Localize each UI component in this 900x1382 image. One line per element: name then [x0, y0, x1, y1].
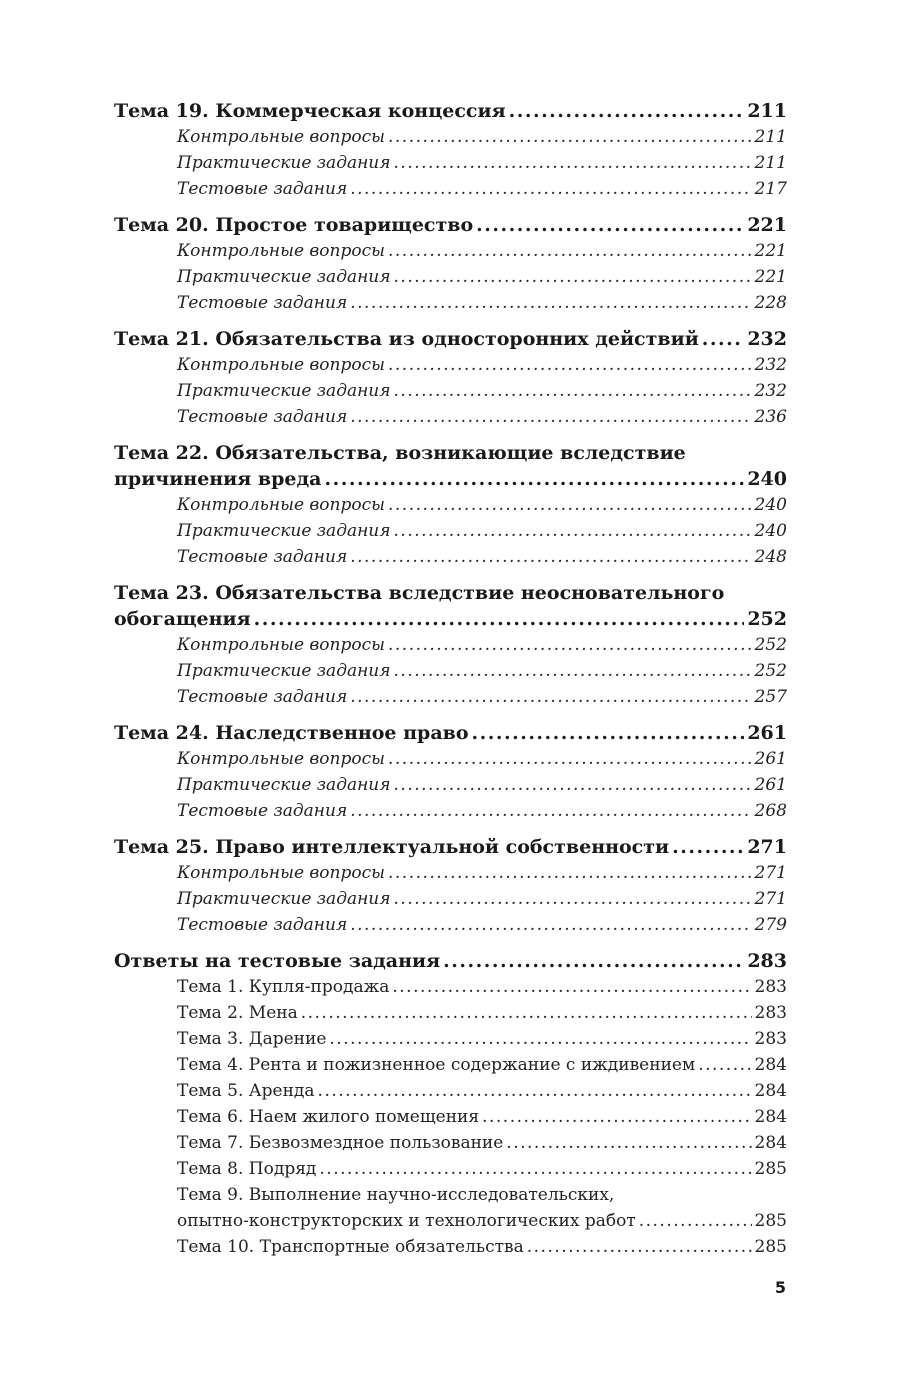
toc-entry-answer[interactable]	[114, 1052, 787, 1078]
entry-title: Тема 1. Купля-продажа	[177, 977, 390, 997]
entry-title: Тестовые задания	[177, 915, 348, 935]
entry-title: Тема 24. Наследственное право	[114, 722, 469, 744]
toc-entry-answer[interactable]	[114, 1130, 787, 1156]
entry-title: Тестовые задания	[177, 179, 348, 199]
entry-page: 240	[754, 521, 787, 541]
entry-page: 283	[754, 977, 787, 997]
toc-entry-subsection[interactable]	[114, 684, 787, 710]
entry-page: 248	[754, 547, 787, 567]
entry-title: Тема 3. Дарение	[177, 1029, 327, 1049]
toc-entry-subsection[interactable]	[114, 150, 787, 176]
leader-dots	[388, 632, 752, 658]
toc-entry-subsection[interactable]	[114, 746, 787, 772]
toc-entry-subsection[interactable]	[114, 632, 787, 658]
entry-page: 221	[747, 214, 787, 236]
leader-dots	[324, 466, 744, 492]
toc-topic	[114, 326, 787, 430]
leader-dots	[392, 974, 751, 1000]
toc-entry-answer[interactable]	[114, 1156, 787, 1182]
entry-title: Контрольные вопросы	[177, 241, 385, 261]
toc-entry-subsection[interactable]	[114, 378, 787, 404]
answers-list	[114, 974, 787, 1260]
leader-dots	[319, 1156, 751, 1182]
toc-entry-topic[interactable]	[114, 606, 787, 632]
toc-entry-answer[interactable]	[114, 974, 787, 1000]
toc-entry-topic[interactable]	[114, 326, 787, 352]
entry-page: 252	[747, 608, 787, 630]
entry-title: опытно-конструкторских и технологических работ	[177, 1211, 636, 1231]
toc-entry-topic[interactable]	[114, 834, 787, 860]
leader-dots	[698, 1052, 751, 1078]
entry-title: Тема 20. Простое товарищество	[114, 214, 474, 236]
entry-page: 257	[754, 687, 787, 707]
leader-dots	[350, 684, 751, 710]
entry-page: 261	[754, 775, 787, 795]
leader-dots	[394, 518, 752, 544]
leader-dots	[394, 264, 752, 290]
leader-dots	[350, 544, 751, 570]
entry-title: Практические задания	[177, 775, 391, 795]
entry-page: 283	[754, 1003, 787, 1023]
entry-title: Тема 10. Транспортные обязательства	[177, 1237, 524, 1257]
toc-entry-subsection[interactable]	[114, 492, 787, 518]
entry-page: 271	[754, 889, 787, 909]
entry-title: Тема 6. Наем жилого помещения	[177, 1107, 480, 1127]
leader-dots	[443, 948, 744, 974]
toc-entry-subsection[interactable]	[114, 290, 787, 316]
leader-dots	[350, 290, 751, 316]
toc-entry-answers[interactable]	[114, 948, 787, 974]
leader-dots	[301, 1000, 752, 1026]
leader-dots	[509, 98, 745, 124]
entry-title-line: Тема 22. Обязательства, возникающие вследствие	[114, 442, 686, 464]
entry-title: Тема 7. Безвозмездное пользование	[177, 1133, 504, 1153]
entry-title: Тема 4. Рента и пожизненное содержание с иждивением	[177, 1055, 696, 1075]
entry-page: 283	[747, 950, 787, 972]
leader-dots	[388, 492, 752, 518]
toc-entry-subsection[interactable]	[114, 352, 787, 378]
toc-entry-answer[interactable]	[114, 1078, 787, 1104]
entry-page: 285	[754, 1237, 787, 1257]
topics-list	[114, 98, 787, 938]
leader-dots	[472, 720, 745, 746]
page-number: 5	[774, 1278, 786, 1297]
entry-title: Контрольные вопросы	[177, 127, 385, 147]
leader-dots	[527, 1234, 752, 1260]
entry-page: 240	[747, 468, 787, 490]
toc-topic	[114, 580, 787, 710]
entry-title: Контрольные вопросы	[177, 495, 385, 515]
toc-entry-subsection[interactable]	[114, 912, 787, 938]
toc-topic	[114, 720, 787, 824]
toc-entry-topic[interactable]	[114, 98, 787, 124]
entry-title: Тестовые задания	[177, 687, 348, 707]
leader-dots	[394, 886, 752, 912]
entry-page: 283	[754, 1029, 787, 1049]
entry-page: 228	[754, 293, 787, 313]
entry-page: 271	[754, 863, 787, 883]
leader-dots	[482, 1104, 751, 1130]
entry-title: Контрольные вопросы	[177, 749, 385, 769]
entry-page: 284	[754, 1055, 787, 1075]
entry-page: 252	[754, 635, 787, 655]
entry-title: Тестовые задания	[177, 547, 348, 567]
leader-dots	[672, 834, 744, 860]
entry-page: 268	[754, 801, 787, 821]
leader-dots	[388, 124, 752, 150]
entry-page: 285	[754, 1211, 787, 1231]
entry-title: Тема 8. Подряд	[177, 1159, 317, 1179]
leader-dots	[350, 176, 751, 202]
table-of-contents	[114, 98, 787, 1270]
leader-dots	[506, 1130, 751, 1156]
toc-entry-answer[interactable]	[114, 1208, 787, 1234]
leader-dots	[388, 746, 752, 772]
entry-title: Тестовые задания	[177, 293, 348, 313]
entry-page: 252	[754, 661, 787, 681]
entry-title: Контрольные вопросы	[177, 355, 385, 375]
entry-page: 279	[754, 915, 787, 935]
entry-title: Практические задания	[177, 889, 391, 909]
entry-title-line: Тема 9. Выполнение научно-исследовательских,	[177, 1185, 615, 1205]
leader-dots	[350, 404, 751, 430]
entry-title: Практические задания	[177, 153, 391, 173]
entry-page: 211	[754, 153, 787, 173]
entry-title: Практические задания	[177, 381, 391, 401]
entry-page: 285	[754, 1159, 787, 1179]
leader-dots	[318, 1078, 752, 1104]
toc-entry-answer[interactable]	[114, 1026, 787, 1052]
toc-entry-answer[interactable]	[114, 1234, 787, 1260]
entry-title: Тема 21. Обязательства из односторонних действий	[114, 328, 699, 350]
entry-title: Контрольные вопросы	[177, 863, 385, 883]
entry-page: 221	[754, 241, 787, 261]
leader-dots	[350, 798, 751, 824]
entry-page: 221	[754, 267, 787, 287]
entry-page: 261	[747, 722, 787, 744]
toc-entry-subsection[interactable]	[114, 264, 787, 290]
entry-page: 211	[747, 100, 787, 122]
leader-dots	[388, 860, 752, 886]
entry-page: 240	[754, 495, 787, 515]
leader-dots	[388, 238, 752, 264]
entry-title-line: Тема 23. Обязательства вследствие неосновательного	[114, 582, 725, 604]
leader-dots	[639, 1208, 752, 1234]
leader-dots	[329, 1026, 751, 1052]
leader-dots	[394, 772, 752, 798]
toc-topic	[114, 212, 787, 316]
toc-entry-subsection[interactable]	[114, 544, 787, 570]
entry-title: Контрольные вопросы	[177, 635, 385, 655]
toc-entry-topic[interactable]	[114, 720, 787, 746]
toc-entry-subsection[interactable]	[114, 238, 787, 264]
toc-entry-subsection[interactable]	[114, 772, 787, 798]
entry-title: Тема 2. Мена	[177, 1003, 298, 1023]
entry-title: Ответы на тестовые задания	[114, 950, 441, 972]
toc-entry-subsection[interactable]	[114, 860, 787, 886]
entry-page: 261	[754, 749, 787, 769]
toc-entry-subsection[interactable]	[114, 176, 787, 202]
leader-dots	[350, 912, 751, 938]
toc-entry-topic[interactable]	[114, 212, 787, 238]
entry-page: 284	[754, 1081, 787, 1101]
entry-title: Тестовые задания	[177, 801, 348, 821]
entry-title: Практические задания	[177, 267, 391, 287]
toc-entry-subsection[interactable]	[114, 404, 787, 430]
entry-title: причинения вреда	[114, 468, 322, 490]
entry-page: 232	[754, 355, 787, 375]
entry-page: 236	[754, 407, 787, 427]
entry-page: 211	[754, 127, 787, 147]
leader-dots	[254, 606, 745, 632]
entry-page: 284	[754, 1107, 787, 1127]
entry-title: Тестовые задания	[177, 407, 348, 427]
entry-title: Тема 19. Коммерческая концессия	[114, 100, 506, 122]
leader-dots	[394, 378, 752, 404]
toc-entry-subsection[interactable]	[114, 124, 787, 150]
toc-entry-subsection[interactable]	[114, 798, 787, 824]
toc-entry-subsection[interactable]	[114, 658, 787, 684]
toc-topic	[114, 98, 787, 202]
answers-section	[114, 948, 787, 1260]
entry-title: Тема 5. Аренда	[177, 1081, 315, 1101]
toc-entry-topic[interactable]	[114, 466, 787, 492]
entry-page: 284	[754, 1133, 787, 1153]
entry-title: Практические задания	[177, 521, 391, 541]
leader-dots	[394, 658, 752, 684]
leader-dots	[394, 150, 752, 176]
leader-dots	[388, 352, 752, 378]
toc-entry-answer[interactable]	[114, 1000, 787, 1026]
leader-dots	[702, 326, 745, 352]
toc-entry-subsection[interactable]	[114, 518, 787, 544]
toc-topic	[114, 834, 787, 938]
entry-title: Практические задания	[177, 661, 391, 681]
toc-entry-answer[interactable]	[114, 1104, 787, 1130]
toc-entry-subsection[interactable]	[114, 886, 787, 912]
entry-page: 271	[747, 836, 787, 858]
entry-page: 217	[754, 179, 787, 199]
entry-title: обогащения	[114, 608, 251, 630]
entry-page: 232	[754, 381, 787, 401]
leader-dots	[476, 212, 744, 238]
entry-page: 232	[747, 328, 787, 350]
entry-title: Тема 25. Право интеллектуальной собственности	[114, 836, 670, 858]
toc-topic	[114, 440, 787, 570]
